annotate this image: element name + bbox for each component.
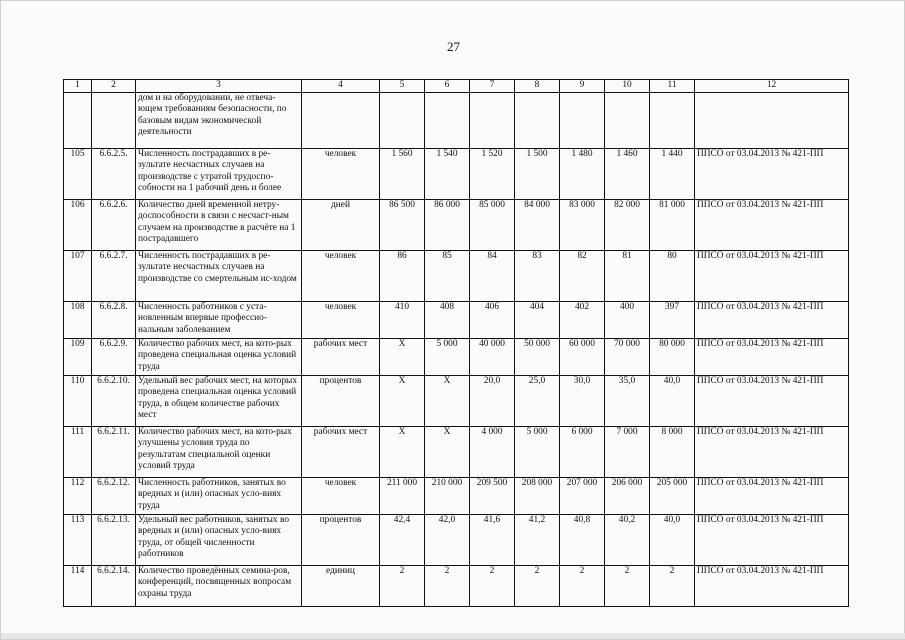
indicator-name-cell: Количество рабочих мест, на кото-рых проведена специальная оценка условий труда (136, 338, 302, 375)
value-cell-10: 2 (605, 565, 650, 606)
value-cell-11: 80 (650, 250, 695, 301)
table-row (64, 477, 849, 514)
table-row (64, 426, 849, 477)
value-cell-6: 1 540 (425, 148, 470, 199)
value-cell-11: 80 000 (650, 338, 695, 375)
value-cell-7: 1 520 (470, 148, 515, 199)
value-cell-6: 42,0 (425, 514, 470, 565)
value-cell-6: Х (425, 375, 470, 426)
value-cell-9: 1 480 (560, 148, 605, 199)
table-row (64, 514, 849, 565)
column-header-9: 9 (560, 80, 605, 93)
indicator-name-cell: Удельный вес работников, занятых во вредных и (или) опасных усло-виях труда, от общей численности работников (136, 514, 302, 565)
indicator-code-cell: 6.6.2.12. (92, 477, 136, 514)
value-cell-7: 209 500 (470, 477, 515, 514)
value-cell-8: 208 000 (515, 477, 560, 514)
row-number-cell: 106 (64, 199, 92, 250)
column-header-12: 12 (695, 80, 849, 93)
value-cell-9: 60 000 (560, 338, 605, 375)
value-cell-7: 40 000 (470, 338, 515, 375)
value-cell-8: 404 (515, 301, 560, 338)
indicator-name-cell: дом и на оборудовании, не отвеча-ющем требованиям безопасности, по базовым видам экономической деятельности (136, 92, 302, 148)
source-cell: ППСО от 03.04.2013 № 421-ПП (695, 565, 849, 606)
value-cell-5: 211 000 (380, 477, 425, 514)
header-row (64, 80, 849, 93)
value-cell-10 (605, 92, 650, 148)
value-cell-7: 2 (470, 565, 515, 606)
value-cell-11: 40,0 (650, 514, 695, 565)
page-bottom-edge (1, 633, 905, 639)
row-number-cell (64, 92, 92, 148)
value-cell-10: 35,0 (605, 375, 650, 426)
column-header-3: 3 (136, 80, 302, 93)
value-cell-8: 1 500 (515, 148, 560, 199)
value-cell-7: 20,0 (470, 375, 515, 426)
source-cell: ППСО от 03.04.2013 № 421-ПП (695, 199, 849, 250)
unit-cell: единиц (302, 565, 380, 606)
value-cell-5: 410 (380, 301, 425, 338)
value-cell-11 (650, 92, 695, 148)
value-cell-10: 206 000 (605, 477, 650, 514)
value-cell-5: 86 500 (380, 199, 425, 250)
table-row (64, 148, 849, 199)
row-number-cell: 111 (64, 426, 92, 477)
source-cell: ППСО от 03.04.2013 № 421-ПП (695, 375, 849, 426)
column-header-2: 2 (92, 80, 136, 93)
table-row (64, 375, 849, 426)
value-cell-10: 82 000 (605, 199, 650, 250)
indicator-name-cell: Количество дней временной нетру-доспособности в связи с несчаст-ным случаем на производстве в расчёте на 1 пострадавшего (136, 199, 302, 250)
value-cell-8: 2 (515, 565, 560, 606)
value-cell-8: 5 000 (515, 426, 560, 477)
value-cell-9 (560, 92, 605, 148)
source-cell: ППСО от 03.04.2013 № 421-ПП (695, 148, 849, 199)
value-cell-6: 85 (425, 250, 470, 301)
value-cell-11: 81 000 (650, 199, 695, 250)
indicators-table (63, 79, 849, 607)
value-cell-5: 86 (380, 250, 425, 301)
value-cell-9: 83 000 (560, 199, 605, 250)
value-cell-5: 1 560 (380, 148, 425, 199)
value-cell-6: 5 000 (425, 338, 470, 375)
value-cell-6: 408 (425, 301, 470, 338)
indicator-code-cell: 6.6.2.13. (92, 514, 136, 565)
page-number: 27 (447, 39, 460, 54)
value-cell-8: 41,2 (515, 514, 560, 565)
value-cell-9: 6 000 (560, 426, 605, 477)
source-cell: ППСО от 03.04.2013 № 421-ПП (695, 477, 849, 514)
value-cell-8: 50 000 (515, 338, 560, 375)
indicator-code-cell (92, 92, 136, 148)
unit-cell: рабочих мест (302, 426, 380, 477)
column-header-1: 1 (64, 80, 92, 93)
value-cell-10: 81 (605, 250, 650, 301)
unit-cell: процентов (302, 514, 380, 565)
column-header-5: 5 (380, 80, 425, 93)
source-cell: ППСО от 03.04.2013 № 421-ПП (695, 338, 849, 375)
value-cell-11: 40,0 (650, 375, 695, 426)
value-cell-7: 4 000 (470, 426, 515, 477)
value-cell-11: 1 440 (650, 148, 695, 199)
value-cell-6: 2 (425, 565, 470, 606)
source-cell (695, 92, 849, 148)
indicator-code-cell: 6.6.2.9. (92, 338, 136, 375)
unit-cell: человек (302, 477, 380, 514)
value-cell-11: 8 000 (650, 426, 695, 477)
table-row (64, 92, 849, 148)
value-cell-7: 84 (470, 250, 515, 301)
value-cell-5 (380, 92, 425, 148)
column-header-4: 4 (302, 80, 380, 93)
indicator-code-cell: 6.6.2.11. (92, 426, 136, 477)
value-cell-10: 400 (605, 301, 650, 338)
value-cell-6 (425, 92, 470, 148)
value-cell-5: Х (380, 375, 425, 426)
table-row (64, 301, 849, 338)
indicator-name-cell: Удельный вес рабочих мест, на которых проведена специальная оценка условий труда, в общем количестве рабочих мест (136, 375, 302, 426)
column-header-6: 6 (425, 80, 470, 93)
unit-cell: человек (302, 301, 380, 338)
value-cell-9: 207 000 (560, 477, 605, 514)
value-cell-5: Х (380, 338, 425, 375)
row-number-cell: 114 (64, 565, 92, 606)
indicator-code-cell: 6.6.2.5. (92, 148, 136, 199)
row-number-cell: 113 (64, 514, 92, 565)
value-cell-6: 210 000 (425, 477, 470, 514)
value-cell-8: 83 (515, 250, 560, 301)
value-cell-7: 406 (470, 301, 515, 338)
value-cell-9: 2 (560, 565, 605, 606)
value-cell-10: 40,2 (605, 514, 650, 565)
source-cell: ППСО от 03.04.2013 № 421-ПП (695, 250, 849, 301)
unit-cell: дней (302, 199, 380, 250)
row-number-cell: 107 (64, 250, 92, 301)
value-cell-10: 1 460 (605, 148, 650, 199)
value-cell-11: 397 (650, 301, 695, 338)
column-header-7: 7 (470, 80, 515, 93)
unit-cell: человек (302, 148, 380, 199)
value-cell-8: 25,0 (515, 375, 560, 426)
indicator-name-cell: Численность пострадавших в ре-зультате несчастных случаев на производстве с утратой трудоспо-собности на 1 рабочий день и более (136, 148, 302, 199)
column-header-10: 10 (605, 80, 650, 93)
value-cell-5: 42,4 (380, 514, 425, 565)
value-cell-6: Х (425, 426, 470, 477)
source-cell: ППСО от 03.04.2013 № 421-ПП (695, 426, 849, 477)
indicator-code-cell: 6.6.2.8. (92, 301, 136, 338)
source-cell: ППСО от 03.04.2013 № 421-ПП (695, 514, 849, 565)
value-cell-7 (470, 92, 515, 148)
column-header-8: 8 (515, 80, 560, 93)
value-cell-10: 70 000 (605, 338, 650, 375)
indicator-code-cell: 6.6.2.14. (92, 565, 136, 606)
column-header-11: 11 (650, 80, 695, 93)
row-number-cell: 112 (64, 477, 92, 514)
value-cell-9: 402 (560, 301, 605, 338)
unit-cell (302, 92, 380, 148)
unit-cell: рабочих мест (302, 338, 380, 375)
value-cell-11: 205 000 (650, 477, 695, 514)
indicator-name-cell: Численность работников с уста-новленным впервые профессио-нальным заболеванием (136, 301, 302, 338)
row-number-cell: 110 (64, 375, 92, 426)
value-cell-10: 7 000 (605, 426, 650, 477)
indicator-name-cell: Численность пострадавших в ре-зультате несчастных случаев на производстве со смертельным ис-ходом (136, 250, 302, 301)
unit-cell: процентов (302, 375, 380, 426)
table-row (64, 199, 849, 250)
value-cell-9: 40,8 (560, 514, 605, 565)
table-body (64, 92, 849, 606)
indicator-code-cell: 6.6.2.6. (92, 199, 136, 250)
value-cell-8: 84 000 (515, 199, 560, 250)
indicator-name-cell: Количество проведённых семина-ров, конференций, посвященных вопросам охраны труда (136, 565, 302, 606)
indicator-code-cell: 6.6.2.10. (92, 375, 136, 426)
value-cell-11: 2 (650, 565, 695, 606)
value-cell-5: 2 (380, 565, 425, 606)
row-number-cell: 109 (64, 338, 92, 375)
value-cell-7: 41,6 (470, 514, 515, 565)
value-cell-8 (515, 92, 560, 148)
table-row (64, 250, 849, 301)
row-number-cell: 108 (64, 301, 92, 338)
value-cell-6: 86 000 (425, 199, 470, 250)
value-cell-7: 85 000 (470, 199, 515, 250)
unit-cell: человек (302, 250, 380, 301)
row-number-cell: 105 (64, 148, 92, 199)
value-cell-5: Х (380, 426, 425, 477)
source-cell: ППСО от 03.04.2013 № 421-ПП (695, 301, 849, 338)
table-row (64, 338, 849, 375)
indicator-name-cell: Численность работников, занятых во вредных и (или) опасных усло-виях труда (136, 477, 302, 514)
indicator-code-cell: 6.6.2.7. (92, 250, 136, 301)
value-cell-9: 82 (560, 250, 605, 301)
value-cell-9: 30,0 (560, 375, 605, 426)
indicator-name-cell: Количество рабочих мест, на кото-рых улучшены условия труда по результатам специальной оценки условий труда (136, 426, 302, 477)
table-row (64, 565, 849, 606)
